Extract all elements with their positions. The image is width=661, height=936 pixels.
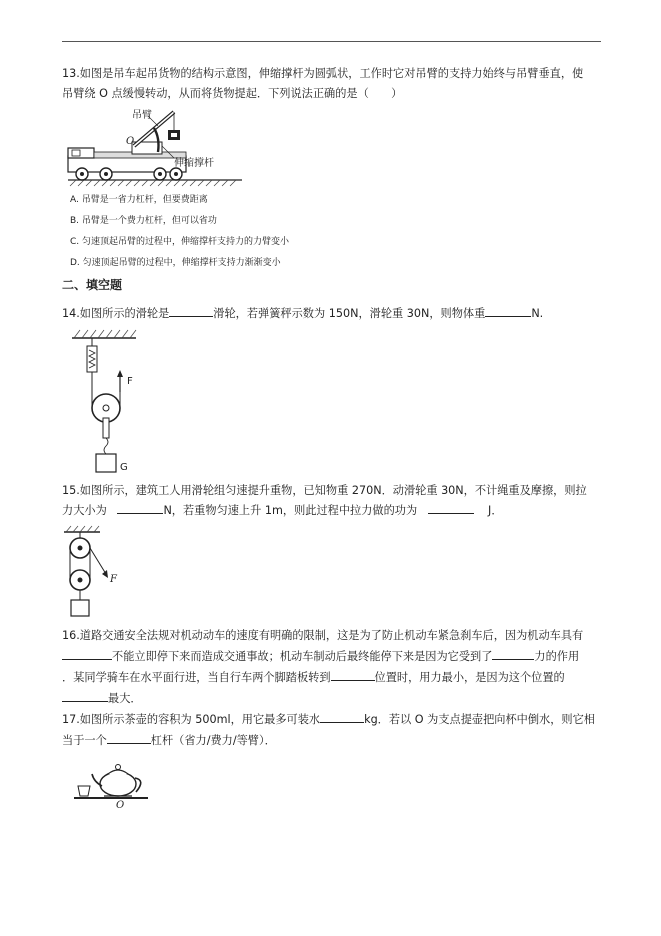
- q15-line1: 15.如图所示，建筑工人用滑轮组匀速提升重物，已知物重 270N．动滑轮重 30N，不计绳重及摩擦，则拉: [62, 484, 587, 497]
- q16-blank-4[interactable]: [62, 689, 108, 702]
- q14-text-3: N.: [531, 307, 544, 320]
- q16-text-3a: ．某同学骑车在水平面行进，当自行车两个脚踏板转到: [62, 671, 331, 684]
- q16-blank-1[interactable]: [62, 647, 112, 660]
- q15-line2: [62, 501, 503, 521]
- q16-text-4b: 最大．: [108, 692, 142, 705]
- crane-arm-label: 吊臂: [132, 110, 152, 121]
- crane-pivot-label: O: [126, 136, 135, 147]
- q16-text-b: 不能立即停下来而造成交通事故；机动车制动后最终能停下来是因为它受到了: [112, 650, 493, 663]
- q15-blank-1[interactable]: [117, 501, 163, 514]
- q13-line1: 13.如图是吊车起吊货物的结构示意图，伸缩撑杆为圆弧状，工作时它对吊臂的支持力始终与吊臂垂直，使: [62, 67, 584, 80]
- q17-blank-1[interactable]: [320, 710, 364, 723]
- q14-text-1: 14.如图所示的滑轮是: [62, 307, 170, 320]
- q14-weight-label: G: [120, 462, 128, 473]
- q15-blank-2[interactable]: [428, 501, 474, 514]
- q14-text-2: 滑轮，若弹簧秤示数为 150N，滑轮重 30N，则物体重: [213, 307, 486, 320]
- q17-text-2b: 杠杆（省力/费力/等臂）．: [150, 734, 276, 747]
- crane-figure: [62, 106, 252, 190]
- q13-option-a[interactable]: A. 吊臂是一省力杠杆，但要费距离: [70, 195, 208, 205]
- q16-line4: [62, 689, 142, 709]
- q16-text-c: 力的作用: [534, 650, 580, 663]
- crane-strut-label: 伸缩撑杆: [174, 158, 214, 169]
- q16-line2: [62, 647, 579, 667]
- q15-text-c: J．: [488, 504, 503, 517]
- q15-text-b: N，若重物匀速上升 1m，则此过程中拉力做的功为: [163, 504, 418, 517]
- q17-line1: [62, 710, 595, 730]
- q13-option-d[interactable]: D. 匀速顶起吊臂的过程中，伸缩撑杆支持力渐渐变小: [70, 258, 281, 268]
- section-heading: 二、填空题: [62, 278, 123, 292]
- q17-text-1b: kg．若以 O 为支点提壶把向杯中倒水，则它相: [364, 713, 595, 726]
- q16-line3: [62, 668, 565, 688]
- q17-pivot-label: O: [116, 800, 125, 811]
- q16-blank-2[interactable]: [492, 647, 534, 660]
- header-rule: [62, 41, 601, 42]
- q13-line2: 吊臂绕 O 点缓慢转动，从而将货物提起．下列说法正确的是（ ）: [62, 87, 403, 100]
- q13-option-c[interactable]: C. 匀速顶起吊臂的过程中，伸缩撑杆支持力的力臂变小: [70, 237, 290, 247]
- q15-text-a: 力大小为: [62, 504, 107, 517]
- q16-text-3b: 位置时，用力最小，是因为这个位置的: [374, 671, 565, 684]
- q17-text-1a: 17.如图所示茶壶的容积为 500ml，用它最多可装水: [62, 713, 321, 726]
- q17-text-2a: 当于一个: [62, 734, 107, 747]
- q14-force-label: F: [127, 376, 133, 387]
- q17-blank-2[interactable]: [107, 731, 151, 744]
- q14-line: [62, 304, 543, 324]
- q16-line1: 16.道路交通安全法规对机动动车的速度有明确的限制，这是为了防止机动车紧急刹车后，因为机动车具有: [62, 629, 584, 642]
- q14-blank-2[interactable]: [485, 304, 531, 317]
- pulley-block-figure: [60, 524, 130, 620]
- q14-blank-1[interactable]: [169, 304, 213, 317]
- q13-option-b[interactable]: B. 吊臂是一个费力杠杆，但可以省功: [70, 216, 217, 226]
- q17-line2: [62, 731, 276, 751]
- teapot-figure: [72, 756, 152, 812]
- q15-force-label: F: [110, 574, 117, 585]
- pulley-figure: [70, 326, 150, 478]
- q16-blank-3[interactable]: [331, 668, 375, 681]
